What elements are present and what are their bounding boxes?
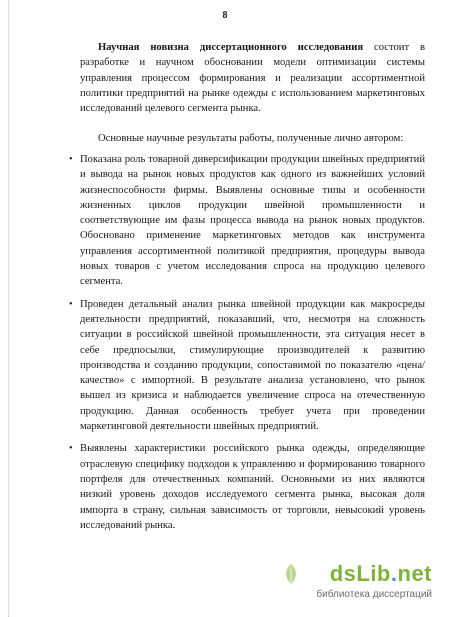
novelty-paragraph [80, 40, 425, 116]
results-intro: Основные научные результаты работы, полученные лично автором: [98, 133, 404, 144]
logo-main: dsLib [329, 561, 391, 586]
logo-tld: net [397, 561, 432, 586]
bullet-icon: • [69, 154, 73, 165]
logo-dot: . [390, 561, 398, 586]
list-item-text: Выявлены характеристики российского рынка одежды, определяющие отраслевую специфику подходов к управлению и формированию товарного портфеля для отечественных компаний. Основными из них являются низкий уровень доходов исследуемого сегмента рынка, высокая доля импорта в страну, сильная зависимость от торговли, невысокий уровень исследований рынка. [80, 443, 425, 531]
page-number: 8 [222, 10, 228, 21]
novelty-heading: Научная новизна диссертационного исследования [98, 42, 364, 53]
dslib-watermark [282, 561, 432, 611]
list-item [69, 297, 425, 435]
list-item-text: Проведен детальный анализ рынка швейной продукции как макросреды деятельности предприятий, показавший, что, несмотря на сложность ситуации в российской швейной промышленности, эта ситуация несет в себе предпосылки, стимулирующие производителей к развитию производства и созданию продукции, сопоставимой по показателю «цена/качество» с импортной. В результате анализа установлено, что рынок вышел из кризиса и наблюдается увеличение спроса на отечественную продукцию. Данная особенность требует учета при проведении маркетинговой деятельности швейных предприятий. [80, 298, 425, 433]
bullet-icon: • [69, 443, 73, 455]
watermark-tagline: библиотека диссертаций [316, 589, 432, 600]
list-item [69, 152, 425, 290]
list-item [69, 441, 425, 533]
results-list [69, 146, 425, 540]
scan-edge [0, 0, 9, 617]
watermark-logo [330, 561, 432, 587]
bullet-icon: • [69, 298, 73, 310]
novelty-text: состоит в разработке и научном обосновании модели оптимизации системы управления процессом формирования и реализации ассортиментной политики предприятий на рынке одежды с использованием маркетинговых исследований целевого сегмента рынка. [80, 42, 425, 115]
list-item-text: Показана роль товарной диверсификации продукции швейных предприятий и вывода на рынок новых продуктов как одного из важнейших условий жизнеспособности фирмы. Выявлены основные типы и особенности жизненных циклов продукции швейной промышленности и соответствующие им фазы процесса вывода на рынок новых продуктов. Обосновано применение маркетинговых методов как инструмента управления ассортиментной политикой предприятия, процедуры вывода новых товаров с учетом исследования спроса на продукцию целевого сегмента. [80, 154, 425, 288]
leaf-icon [282, 563, 300, 585]
